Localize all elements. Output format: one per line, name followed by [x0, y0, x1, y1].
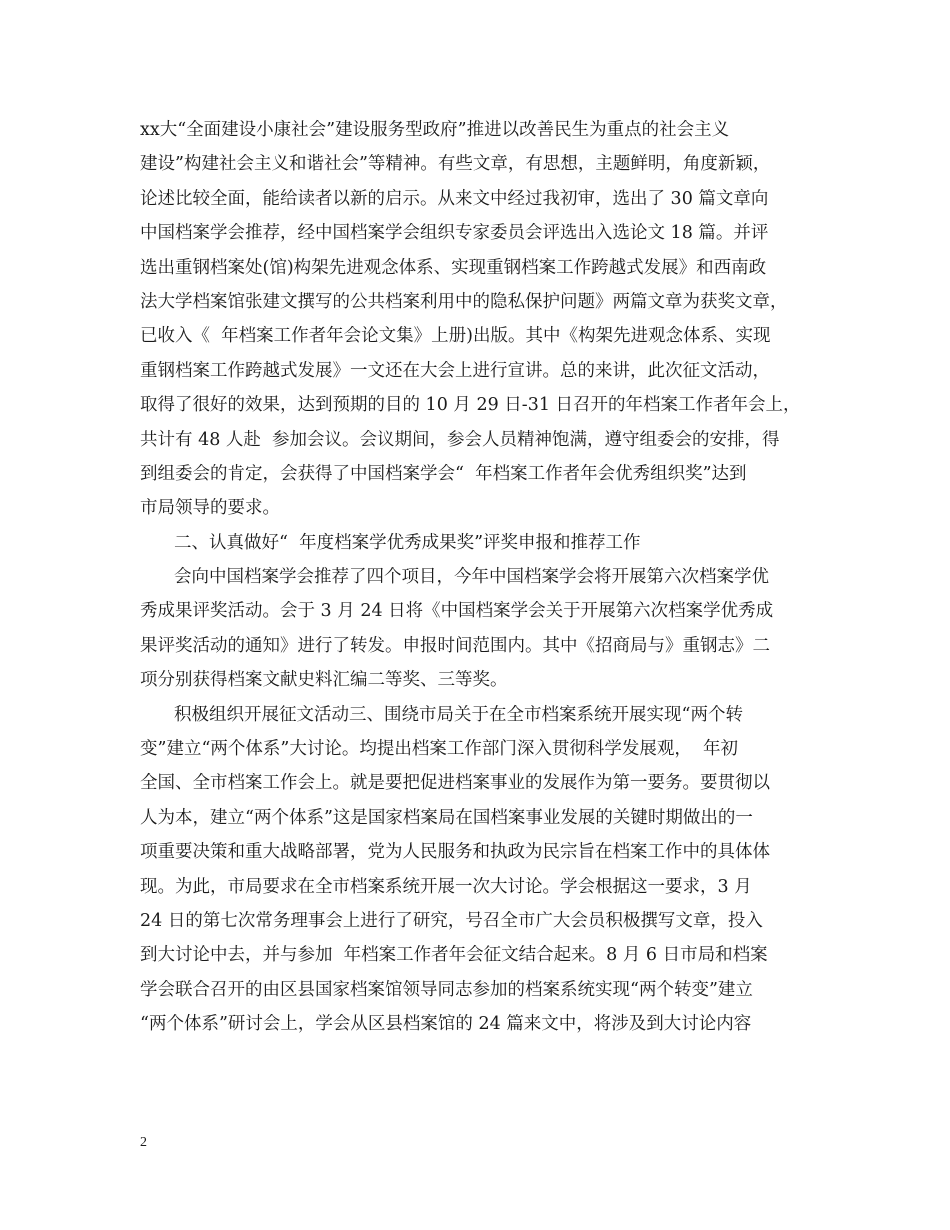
text-line: 已收入《 年档案工作者年会论文集》上册)出版。其中《构架先进观念体系、实现	[140, 326, 771, 347]
text-line: 会向中国档案学会推荐了四个项目，今年中国档案学会将开展第六次档案学优	[174, 567, 769, 588]
page-number: 2	[140, 1135, 147, 1150]
text-line: xx大“全面建设小康社会”建设服务型政府”推进以改善民生为重点的社会主义	[140, 120, 730, 140]
text-line: 项重要决策和重大战略部署，党为人民服务和执政为民宗旨在档案工作中的具体体	[140, 842, 770, 863]
text-line: 学会联合召开的由区县国家档案馆领导同志参加的档案系统实现“两个转变”建立	[140, 979, 753, 1000]
text-line: 市局领导的要求。	[140, 498, 280, 519]
document-body	[140, 113, 820, 1042]
text-line: 建设”构建社会主义和谐社会”等精神。有些文章，有思想，主题鲜明，角度新颖，	[140, 154, 771, 175]
text-line: 到组委会的肯定，会获得了中国档案学会“ 年档案工作者年会优秀组织奖”达到	[140, 463, 747, 484]
text-line: 全国、全市档案工作会上。就是要把促进档案事业的发展作为第一要务。要贯彻以	[140, 773, 770, 794]
text-line: 取得了很好的效果，达到预期的目的 10 月 29 日-31 日召开的年档案工作者年会上，	[140, 395, 801, 416]
text-line: 共计有 48 人赴 参加会议。会议期间，参会人员精神饱满，遵守组委会的安排，得	[140, 429, 780, 450]
text-line: 法大学档案馆张建文撰写的公共档案利用中的隐私保护问题》两篇文章为获奖文章，	[140, 291, 788, 312]
text-line: 积极组织开展征文活动三、围绕市局关于在全市档案系统开展实现“两个转	[174, 704, 743, 725]
text-line: 24 日的第七次常务理事会上进行了研究，号召全市广大会员积极撰写文章，投入	[140, 910, 763, 931]
section-heading: 二、认真做好“ 年度档案学优秀成果奖”评奖申报和推荐工作	[174, 532, 641, 553]
text-line: 中国档案学会推荐，经中国档案学会组织专家委员会评选出入选论文 18 篇。并评	[140, 223, 769, 244]
text-line: “两个体系”研讨会上，学会从区县档案馆的 24 篇来文中，将涉及到大讨论内容	[140, 1014, 752, 1035]
text-line: 到大讨论中去，并与参加 年档案工作者年会征文结合起来。8 月 6 日市局和档案	[140, 945, 768, 966]
text-line: 变”建立“两个体系”大讨论。均提出档案工作部门深入贯彻科学发展观， 年初	[140, 739, 738, 760]
text-line: 重钢档案工作跨越式发展》一文还在大会上进行宣讲。总的来讲，此次征文活动，	[140, 360, 770, 381]
text-line: 人为本，建立“两个体系”这是国家档案局在国档案事业发展的关键时期做出的一	[140, 807, 753, 828]
text-line: 选出重钢档案处(馆)构架先进观念体系、实现重钢档案工作跨越式发展》和西南政	[140, 257, 767, 278]
text-line: 果评奖活动的通知》进行了转发。申报时间范围内。其中《招商局与》重钢志》二	[140, 635, 770, 656]
text-line: 秀成果评奖活动。会于 3 月 24 日将《中国档案学会关于开展第六次档案学优秀成	[140, 601, 774, 622]
text-line: 现。为此，市局要求在全市档案系统开展一次大讨论。学会根据这一要求，3 月	[140, 876, 752, 897]
text-line: 论述比较全面，能给读者以新的启示。从来文中经过我初审，选出了 30 篇文章向	[140, 188, 769, 209]
text-line: 项分别获得档案文献史料汇编二等奖、三等奖。	[140, 670, 508, 691]
